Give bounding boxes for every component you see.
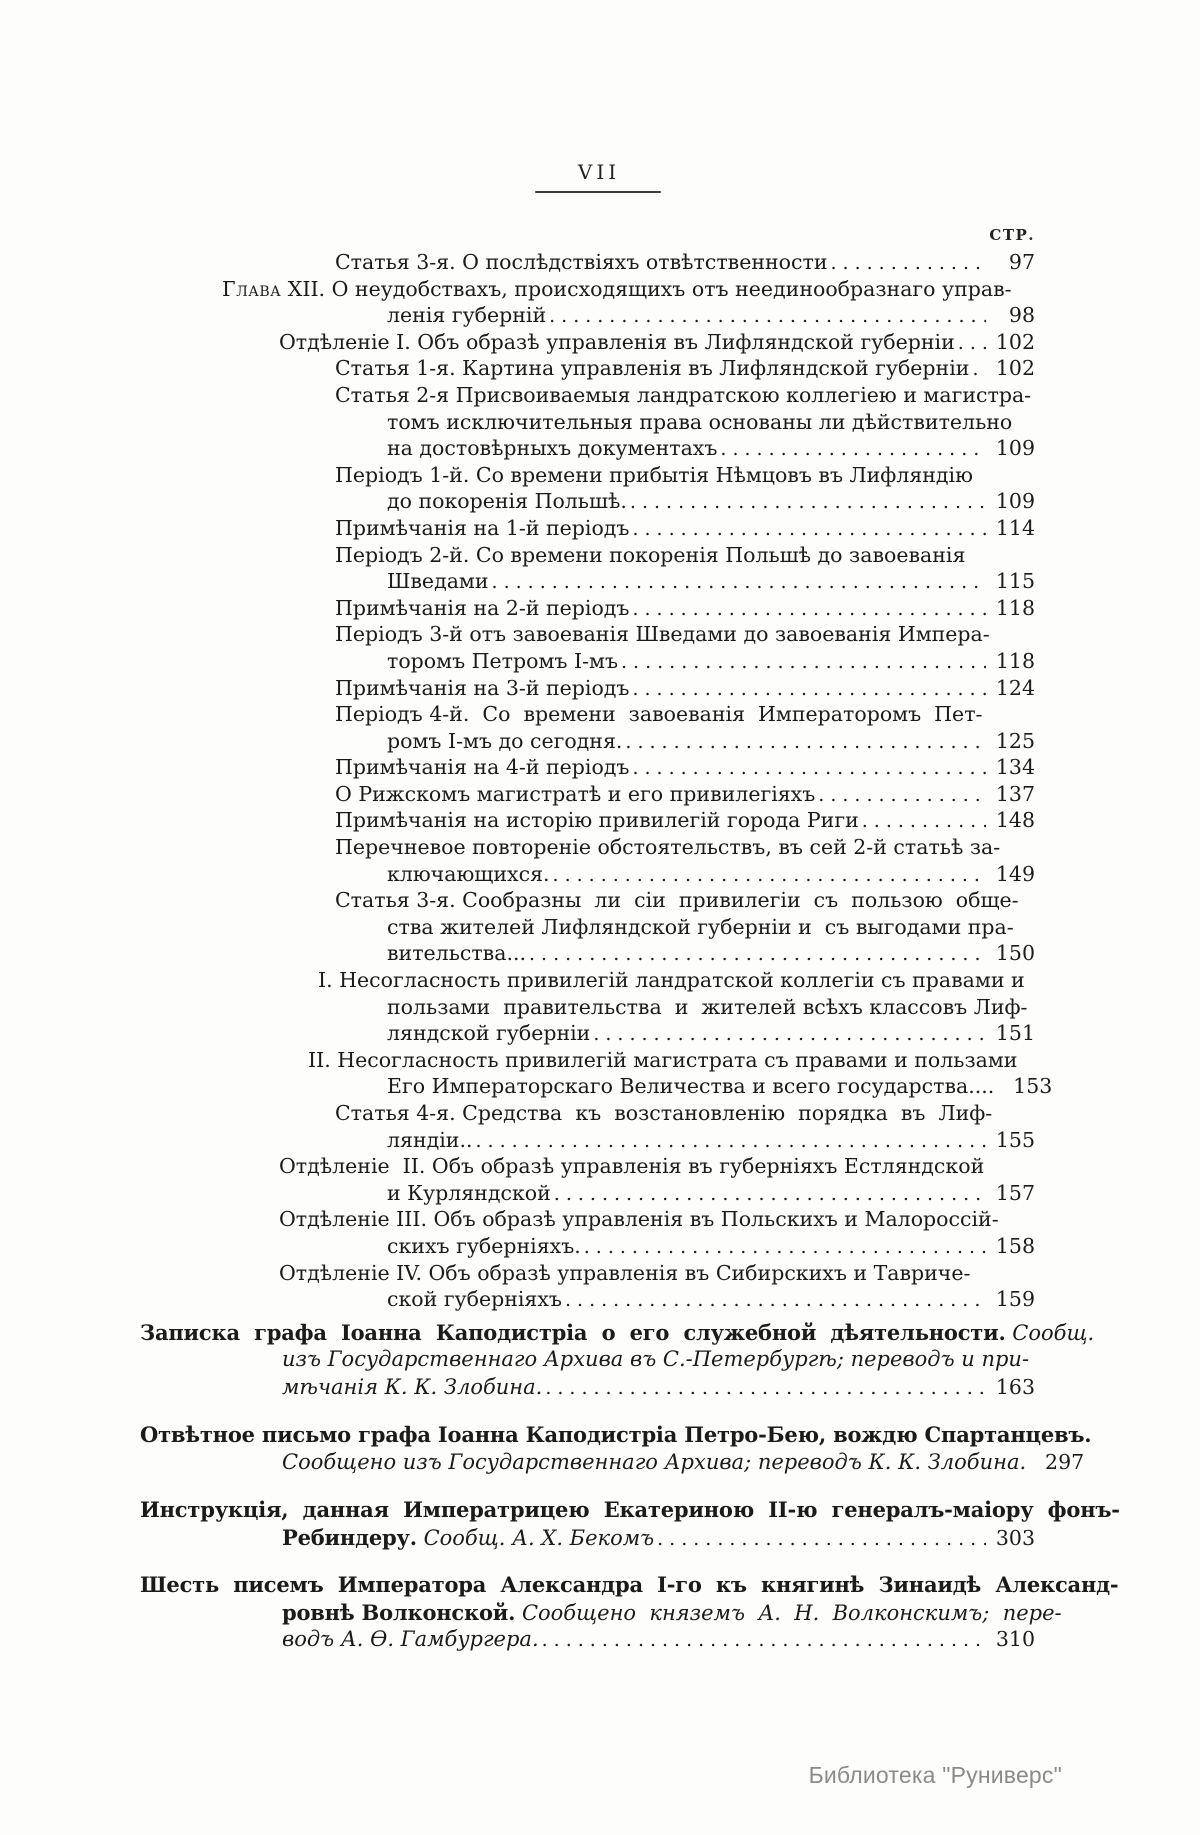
toc-line <box>140 1627 1035 1655</box>
toc-line-text: Сообщено изъ Государственнаго Архива; переводъ К. К. Злобина. <box>282 1449 1027 1474</box>
toc-page-number: 118 <box>995 648 1035 673</box>
toc-line <box>140 330 1035 357</box>
toc-line-text: Періодъ 4-й. Со времени завоеванія Императоромъ Пет- <box>335 702 983 727</box>
toc-line <box>140 250 1035 277</box>
toc-line-text: II. Несогласность привилегій магистрата съ правами и пользами <box>308 1047 1018 1072</box>
toc-page-number: 303 <box>995 1525 1035 1550</box>
toc-line <box>140 941 1035 968</box>
dot-leader <box>720 436 986 460</box>
dot-leader <box>476 1128 987 1152</box>
toc-line-text: торомъ Петромъ I-мъ <box>387 648 618 673</box>
toc-line <box>140 1422 1092 1450</box>
toc-line-text: Отдѣленіе III. Объ образѣ управленія въ Польскихъ и Малороссій- <box>279 1207 999 1232</box>
dot-leader <box>492 569 986 593</box>
toc-line-text: Шесть писемъ Императора Александра I-го къ княгинѣ Зинаидѣ Александ- <box>140 1572 1119 1598</box>
toc-page-number: 124 <box>995 675 1035 700</box>
toc-line-text: О Рижскомъ магистратѣ и его привилегіяхъ <box>335 781 816 806</box>
dot-leader <box>553 862 986 886</box>
toc-line <box>140 622 1035 649</box>
dot-leader <box>657 1526 986 1550</box>
toc-line-text: I. Несогласность привилегій ландратской коллегіи съ правами и <box>318 968 1025 993</box>
toc-line <box>140 596 1035 623</box>
toc-line <box>140 676 1035 703</box>
toc-line <box>140 782 1035 809</box>
toc-line-text: томъ исключительныя права основаны ли дѣйствительно <box>387 409 1013 434</box>
toc-line-text: Періодъ 2-й. Со времени покоренія Польшѣ до завоеванія <box>335 542 966 567</box>
toc-line-text: Статья 3-я. Сообразны ли сіи привилегіи съ пользою обще- <box>335 888 1019 913</box>
toc-line <box>140 1074 1053 1101</box>
dot-leader <box>542 1627 986 1651</box>
toc-page-number: 115 <box>995 569 1035 594</box>
toc-line <box>140 543 1035 570</box>
dot-leader <box>593 1021 986 1045</box>
toc-line <box>140 1572 1119 1600</box>
toc-line <box>140 489 1035 516</box>
toc-line <box>140 1287 1035 1314</box>
dot-leader <box>632 676 986 700</box>
toc-line-text: Его Императорскаго Величества и всего государства.... <box>387 1074 995 1099</box>
toc-line <box>140 1154 1035 1181</box>
toc-line-text: Примѣчанія на 2-й періодъ <box>335 595 630 620</box>
toc-line <box>140 1319 1095 1348</box>
toc-line-text: Періодъ 1-й. Со времени прибытія Нѣмцовъ въ Лифляндію <box>335 462 973 487</box>
dot-leader <box>625 729 986 753</box>
dot-leader <box>621 649 986 673</box>
toc-line <box>140 649 1035 676</box>
toc-page-number: 98 <box>1008 303 1035 328</box>
page-number-roman: VII <box>577 160 621 184</box>
toc-line-text: ляндіи.. <box>387 1127 473 1152</box>
toc-line-text: ленія губерній <box>387 303 547 328</box>
toc-line <box>140 995 1035 1022</box>
toc-line <box>140 1021 1035 1048</box>
header-rule <box>535 191 661 193</box>
toc-line-text: до покоренія Польшѣ. <box>387 489 627 514</box>
toc-page-number: 151 <box>995 1021 1035 1046</box>
toc-line-text: ляндской губерніи <box>387 1021 591 1046</box>
dot-leader <box>545 1375 986 1399</box>
dot-leader <box>632 516 986 540</box>
toc-line-text: водъ А. Ѳ. Гамбургера. <box>282 1627 539 1652</box>
toc-line-text: Инструкція, данная Императрицею Екатериною II-ю генералъ-маіору фонъ- <box>140 1497 1120 1523</box>
toc-line <box>140 755 1035 782</box>
toc-line-text: Статья 4-я. Средства къ возстановленію порядка въ Лиф- <box>335 1101 993 1125</box>
toc-line <box>140 702 1035 729</box>
toc-line <box>140 303 1035 330</box>
toc-line <box>140 1207 1035 1234</box>
toc-line <box>140 968 1035 995</box>
toc-page-number: 149 <box>995 861 1035 886</box>
toc-line-text: ства жителей Лифляндской губерніи и съ выгодами пра- <box>387 914 1014 939</box>
toc-page-number: 157 <box>995 1180 1035 1205</box>
toc-page-number: 102 <box>995 356 1035 381</box>
toc-page-number: 125 <box>995 728 1035 753</box>
toc-line <box>140 1261 1035 1288</box>
dot-leader <box>818 782 986 806</box>
dot-leader <box>632 755 986 779</box>
toc-page-number: 150 <box>995 941 1035 966</box>
toc-page-number: 153 <box>1013 1074 1053 1099</box>
toc-page-number: 114 <box>995 515 1035 540</box>
toc-line-text: изъ Государственнаго Архива въ С.-Петербургѣ; переводъ и при- <box>282 1347 1030 1372</box>
table-of-contents <box>140 250 1120 1655</box>
toc-line-text: пользами правительства и жителей всѣхъ классовъ Лиф- <box>387 994 1028 1019</box>
toc-line-text: Отдѣленіе I. Объ образѣ управленія въ Лифляндской губерніи <box>279 329 955 354</box>
toc-line <box>140 915 1035 942</box>
toc-line <box>140 1375 1035 1403</box>
toc-line <box>140 1599 1062 1628</box>
dot-leader <box>549 303 986 327</box>
toc-page-number: 155 <box>995 1127 1035 1152</box>
toc-line <box>140 729 1035 756</box>
toc-line-text: Перечневое повтореніе обстоятельствъ, въ сей 2-й статьѣ за- <box>335 835 1001 860</box>
toc-line-text: Періодъ 3-й отъ завоеванія Шведами до завоеванія Импера- <box>335 622 990 647</box>
toc-page-number: 297 <box>1045 1449 1085 1474</box>
page-column-header: СТР. <box>989 226 1035 244</box>
toc-line-text: Статья 1-я. Картина управленія въ Лифляндской губерніи <box>335 356 970 381</box>
toc-page-number: 109 <box>995 436 1035 461</box>
toc-line <box>140 569 1035 596</box>
toc-page-number: 97 <box>1008 250 1035 274</box>
dot-leader <box>958 330 986 354</box>
toc-line <box>140 1128 1035 1155</box>
toc-line <box>140 383 1035 410</box>
toc-page-number: 102 <box>995 329 1035 354</box>
dot-leader <box>529 941 986 965</box>
toc-line <box>140 1497 1120 1525</box>
toc-page-number: 137 <box>995 781 1035 806</box>
dot-leader <box>584 1234 986 1258</box>
dot-leader <box>862 808 986 832</box>
toc-line <box>140 888 1035 915</box>
toc-line <box>140 1449 1085 1478</box>
toc-page-number: 148 <box>995 808 1035 833</box>
dot-leader <box>632 596 986 620</box>
toc-page-number: 134 <box>995 755 1035 780</box>
toc-page-number: 310 <box>995 1627 1035 1652</box>
toc-line-text: Отдѣленіе II. Объ образѣ управленія въ губерніяхъ Естляндской <box>279 1154 985 1179</box>
toc-line-text: Примѣчанія на 3-й періодъ <box>335 675 630 700</box>
toc-line <box>140 1101 1035 1128</box>
toc-line-text: Отдѣленіе IV. Объ образѣ управленія въ Сибирскихъ и Тавриче- <box>279 1260 971 1285</box>
dot-leader <box>630 489 986 513</box>
watermark-runivers: Библиотека "Руниверс" <box>808 1762 1062 1788</box>
dot-leader <box>554 1181 986 1205</box>
toc-page-number: 163 <box>995 1374 1035 1399</box>
toc-page-number: 159 <box>995 1287 1035 1312</box>
toc-page-number: 158 <box>995 1233 1035 1258</box>
toc-line <box>140 1347 1035 1375</box>
toc-line <box>140 1234 1035 1261</box>
toc-line-text: Статья 3-я. О послѣдствіяхъ отвѣтственности <box>335 250 828 274</box>
toc-line <box>140 463 1035 490</box>
toc-line <box>140 1048 1035 1075</box>
toc-line-text: ской губерніяхъ <box>387 1287 562 1312</box>
toc-line-text: мѣчанія К. К. Злобина. <box>282 1374 543 1399</box>
toc-line-text: на достовѣрныхъ документахъ <box>387 436 718 461</box>
toc-line-text: Статья 2-я Присвоиваемыя ландратскою коллегіею и магистра- <box>335 382 1032 407</box>
toc-line-text: ключающихся. <box>387 861 550 886</box>
toc-line-text: Записка графа Іоанна Каподистріа о его служебной дѣятельности. Сообщ. <box>140 1319 1095 1345</box>
toc-line-text: Примѣчанія на исторію привилегій города Риги <box>335 808 859 833</box>
toc-line <box>140 1181 1035 1208</box>
dot-leader <box>831 250 986 274</box>
toc-line-text: и Курляндской <box>387 1180 551 1205</box>
toc-line <box>140 862 1035 889</box>
dot-leader <box>972 356 986 380</box>
toc-line <box>140 1525 1035 1553</box>
toc-line-text: Шведами <box>387 569 489 594</box>
toc-line <box>140 436 1035 463</box>
toc-line-text: вительства... <box>387 941 526 966</box>
toc-line-text: скихъ губерніяхъ. <box>387 1233 581 1258</box>
toc-line-text: Глава XII. О неудобствахъ, происходящихъ отъ неединообразнаго управ- <box>222 276 1012 301</box>
toc-line-text: Ребиндеру. Сообщ. А. Х. Бекомъ <box>282 1524 655 1550</box>
toc-line-text: Примѣчанія на 1-й періодъ <box>335 515 630 540</box>
toc-line <box>140 277 1035 304</box>
toc-line-text: ровнѣ Волконской. Сообщено княземъ А. Н. Волконскимъ; пере- <box>282 1599 1062 1625</box>
toc-line-text: ромъ I-мъ до сегодня. <box>387 728 623 753</box>
toc-line <box>140 356 1035 383</box>
toc-line <box>140 835 1035 862</box>
toc-line <box>140 808 1035 835</box>
toc-page-number: 118 <box>995 595 1035 620</box>
toc-line-text: Примѣчанія на 4-й періодъ <box>335 755 630 780</box>
toc-page-number: 109 <box>995 489 1035 514</box>
toc-line <box>140 410 1035 437</box>
toc-line <box>140 516 1035 543</box>
toc-line-text: Отвѣтное письмо графа Іоанна Каподистріа Петро-Бею, вождю Спартанцевъ. <box>140 1422 1092 1448</box>
dot-leader <box>565 1287 986 1311</box>
